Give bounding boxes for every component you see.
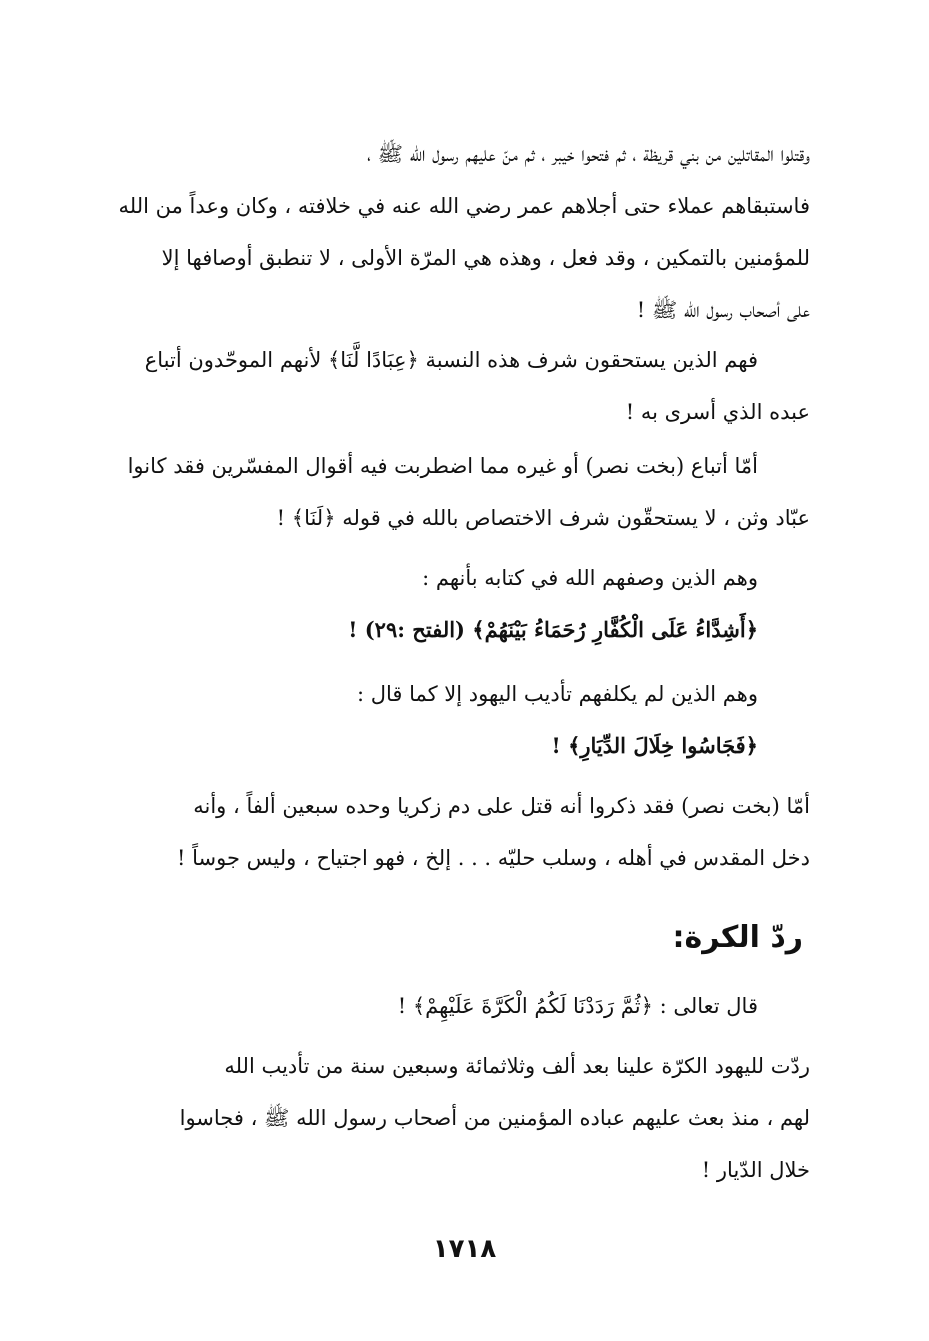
page-number: ١٧١٨ [432,1234,497,1264]
paragraph-6-line-2: دخل المقدس في أهله ، وسلب حليّه . . . إلخ ، فهو اجتياح ، وليس جوساً ! [177,846,810,870]
paragraph-7 [100,980,810,1032]
paragraph-7-line-1: قال تعالى : ﴿ثُمَّ رَدَدْنَا لَكُمُ الْكَرَّةَ عَلَيْهِمْ﴾ ! [397,994,758,1018]
paragraph-3 [100,440,810,544]
paragraph-5 [100,668,810,772]
paragraph-8-line-3: خلال الدّيار ! [701,1158,810,1182]
paragraph-1-line-3: للمؤمنين بالتمكين ، وقد فعل ، وهذه هي المرّة الأولى ، لا تنطبق أوصافها إلا [161,246,810,270]
paragraph-2 [100,334,810,438]
paragraph-1-line-2: فاستبقاهم عملاء حتى أجلاهم عمر رضي الله عنه في خلافته ، وكان وعداً من الله [118,194,810,218]
paragraph-1 [100,128,810,336]
quran-verse-al-fath: ﴿أَشِدَّاءُ عَلَى الْكُفَّارِ رُحَمَاءُ بَيْنَهُمْ﴾ (الفتح :٢٩) ! [348,617,758,642]
paragraph-2-line-1: فهم الذين يستحقون شرف هذه النسبة ﴿عِبَادًا لَّنَا﴾ لأنهم الموحّدون أتباع [144,348,758,372]
paragraph-6 [100,780,810,884]
quran-verse-jasu: ﴿فَجَاسُوا خِلَالَ الدِّيَارِ﴾ ! [551,733,758,758]
section-heading: ردّ الكرة: [672,920,803,955]
paragraph-8 [100,1040,810,1196]
paragraph-8-line-2: لهم ، منذ بعث عليهم عباده المؤمنين من أصحاب رسول الله ﷺ ، فجاسوا [179,1106,810,1130]
paragraph-6-line-1: أمّا (بخت نصر) فقد ذكروا أنه قتل على دم زكريا وحده سبعين ألفاً ، وأنه [193,794,810,818]
paragraph-5-line-1: وهم الذين لم يكلفهم تأديب اليهود إلا كما قال : [356,682,758,706]
paragraph-2-line-2: عبده الذي أسرى به ! [625,400,810,424]
paragraph-3-line-2: عبّاد وثن ، لا يستحقّون شرف الاختصاص بالله في قوله ﴿لَنَا﴾ ! [276,506,810,530]
paragraph-4 [100,552,810,656]
paragraph-4-line-1: وهم الذين وصفهم الله في كتابه بأنهم : [422,566,758,590]
paragraph-3-line-1: أمّا أتباع (بخت نصر) أو غيره مما اضطربت فيه أقوال المفسّرين فقد كانوا [127,454,758,478]
paragraph-8-line-1: ردّت لليهود الكرّة علينا بعد ألف وثلاثمائة وسبعين سنة من تأديب الله [224,1054,810,1078]
paragraph-1-line-4: على أصحاب رسول الله ﷺ ! [636,298,810,322]
paragraph-1-line-1: وقتلوا المقاتلين من بني قريظة ، ثم فتحوا خيبر ، ثم منّ عليهم رسول الله ﷺ ، [366,142,810,166]
